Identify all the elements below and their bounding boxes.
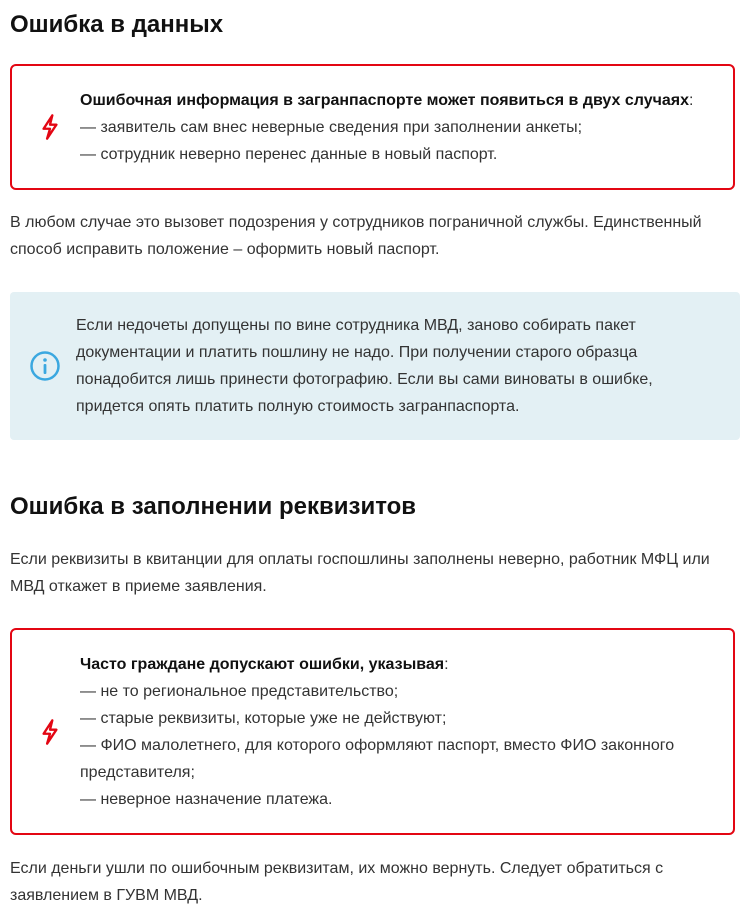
warning-lead-bold: Часто граждане допускают ошибки, указывая <box>80 655 445 673</box>
warning-box-requisites-error <box>10 628 735 835</box>
warning-lead-colon: : <box>689 91 694 109</box>
lightning-icon <box>36 718 64 746</box>
info-paragraph: Если недочеты допущены по вине сотрудника МВД, заново собирать пакет документации и платить пошлину не надо. При получении старого образца понадобится лишь принести фотографию. Если вы сами виноваты в ошибке, придется опять платить полную стоимость загранпаспорта. <box>76 317 653 415</box>
list-item: — сотрудник неверно перенес данные в новый паспорт. <box>80 145 498 163</box>
info-icon <box>29 350 61 382</box>
list-item: — заявитель сам внес неверные сведения при заполнении анкеты; <box>80 118 583 136</box>
paragraph: В любом случае это вызовет подозрения у сотрудников пограничной службы. Единственный способ исправить положение – оформить новый паспорт. <box>10 214 702 258</box>
warning-lead-bold: Ошибочная информация в загранпаспорте может появиться в двух случаях <box>80 91 690 109</box>
section-heading-data-error: Ошибка в данных <box>10 11 224 38</box>
warning-text <box>80 66 717 188</box>
paragraph: Если деньги ушли по ошибочным реквизитам, их можно вернуть. Следует обратиться с заявлением в ГУВМ МВД. <box>10 860 664 904</box>
list-item: — не то региональное представительство; <box>80 682 399 700</box>
info-box <box>10 292 740 440</box>
warning-box-data-error <box>10 64 735 190</box>
warning-text <box>80 630 717 833</box>
list-item: — неверное назначение платежа. <box>80 790 333 808</box>
section-heading-requisites-error: Ошибка в заполнении реквизитов <box>10 493 417 520</box>
lightning-icon <box>36 113 64 141</box>
list-item: — старые реквизиты, которые уже не действуют; <box>80 709 447 727</box>
warning-lead-colon: : <box>444 655 449 673</box>
list-item: — ФИО малолетнего, для которого оформляют паспорт, вместо ФИО законного представителя; <box>80 736 675 781</box>
warning-lead <box>80 87 717 114</box>
paragraph: Если реквизиты в квитанции для оплаты госпошлины заполнены неверно, работник МФЦ или МВД откажет в приеме заявления. <box>10 551 710 595</box>
warning-lead <box>80 651 717 678</box>
info-text <box>76 292 700 440</box>
